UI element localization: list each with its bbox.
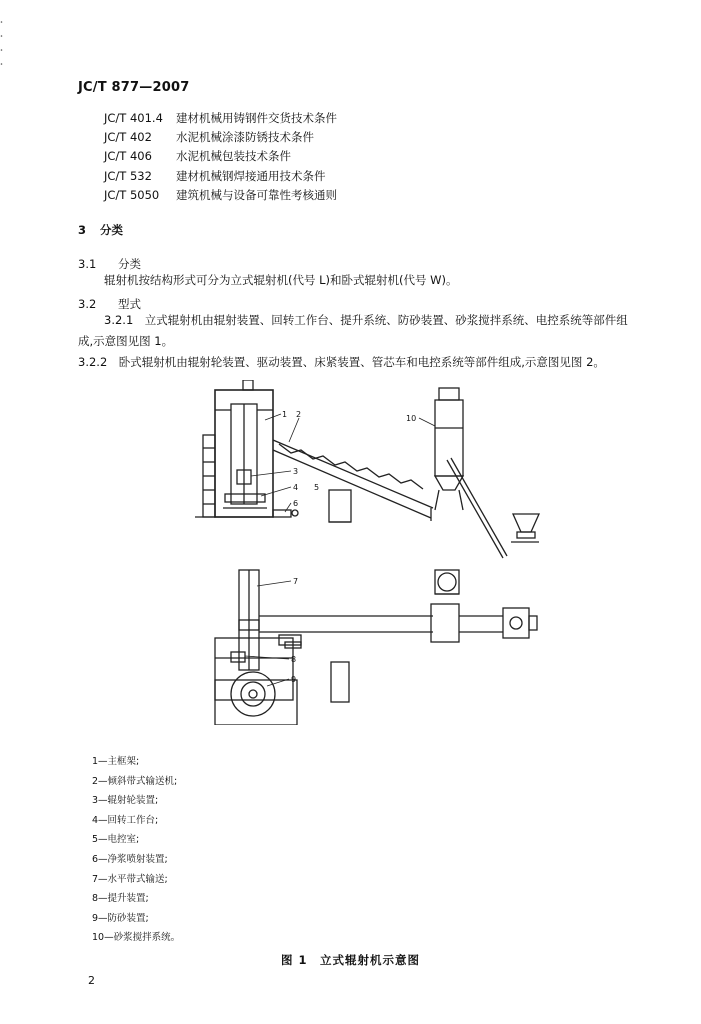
plan-view bbox=[215, 570, 537, 725]
reference-list bbox=[104, 110, 337, 206]
reference-code: JC/T 532 bbox=[104, 168, 152, 183]
standard-header: JC/T 877—2007 bbox=[78, 80, 190, 95]
legend-item: 5—电控室; bbox=[92, 834, 140, 846]
figure-legend bbox=[92, 753, 180, 949]
sand-guard-wheel bbox=[231, 672, 275, 716]
callout-9: 9 bbox=[291, 675, 297, 684]
sand-guard-frame bbox=[215, 680, 297, 725]
legend-item: 7—水平带式输送; bbox=[92, 873, 168, 885]
section-number: 3.2 bbox=[78, 297, 97, 311]
section-number: 3 bbox=[78, 223, 87, 237]
section-3-2-1-text: 3.2.1 立式辊射机由辊射装置、回转工作台、提升系统、防砂装置、砂浆搅拌系统、电控系统等部件组成,示意图见图 1。 bbox=[78, 313, 628, 348]
reference-title: 水泥机械包装技术条件 bbox=[176, 149, 291, 164]
figure-caption: 图 1 立式辊射机示意图 bbox=[280, 953, 420, 967]
lift-device-plan bbox=[231, 652, 245, 662]
reference-item bbox=[104, 148, 337, 167]
drive-unit bbox=[431, 604, 459, 642]
reference-code: JC/T 402 bbox=[104, 130, 152, 145]
section-title: 分类 bbox=[118, 257, 141, 271]
reference-code: JC/T 401.4 bbox=[104, 111, 163, 125]
section-3-2-2-text: 3.2.2 卧式辊射机由辊射轮装置、驱动装置、床紧装置、管芯车和电控系统等部件组成,示意图见图 2。 bbox=[78, 355, 605, 369]
section-3-1-text: 辊射机按结构形式可分为立式辊射机(代号 L)和卧式辊射机(代号 W)。 bbox=[104, 273, 458, 287]
feed-hopper bbox=[513, 514, 539, 532]
callout-6: 6 bbox=[293, 499, 299, 508]
reference-title: 建材机械用铸钢件交货技术条件 bbox=[176, 111, 337, 125]
spray-device bbox=[273, 510, 291, 517]
legend-item: 9—防砂装置; bbox=[92, 912, 149, 924]
callout-7: 7 bbox=[293, 577, 299, 586]
reference-code: JC/T 5050 bbox=[104, 187, 160, 202]
callout-5: 5 bbox=[314, 483, 320, 492]
section-3-heading bbox=[78, 222, 123, 238]
figure-1-diagram bbox=[195, 380, 555, 725]
elevation-view bbox=[195, 380, 539, 558]
legend-item: 1—主框架; bbox=[92, 756, 140, 767]
callout-2: 2 bbox=[296, 410, 302, 419]
section-title: 分类 bbox=[100, 223, 123, 237]
callout-3: 3 bbox=[293, 467, 299, 476]
callout-8: 8 bbox=[291, 655, 297, 664]
callout-4: 4 bbox=[293, 483, 299, 492]
motor-unit bbox=[503, 608, 529, 638]
legend-item: 2—倾斜带式输送机; bbox=[92, 775, 178, 787]
reference-title: 建材机械钢焊接通用技术条件 bbox=[176, 168, 326, 183]
reference-title: 建筑机械与设备可靠性考核通则 bbox=[176, 187, 337, 202]
reference-item bbox=[104, 129, 337, 148]
section-number: 3.1 bbox=[78, 257, 97, 271]
legend-item: 4—回转工作台; bbox=[92, 814, 159, 826]
reference-item bbox=[104, 168, 337, 187]
section-title: 型式 bbox=[118, 297, 141, 311]
reference-title: 水泥机械涂漆防锈技术条件 bbox=[176, 130, 314, 145]
scan-margin-marks bbox=[0, 0, 4, 80]
callout-10: 10 bbox=[406, 414, 417, 423]
reference-item bbox=[104, 187, 337, 206]
page-number: 2 bbox=[88, 974, 95, 987]
legend-item: 8—提升装置; bbox=[92, 893, 149, 905]
reference-item bbox=[104, 110, 337, 129]
legend-item: 3—辊射轮装置; bbox=[92, 795, 159, 807]
feed-belt bbox=[447, 460, 503, 558]
legend-item: 10—砂浆搅拌系统。 bbox=[92, 932, 181, 944]
reference-code: JC/T 406 bbox=[104, 149, 152, 164]
callout-1: 1 bbox=[282, 410, 288, 419]
control-room-plan bbox=[331, 662, 349, 702]
legend-item: 6—净浆喷射装置; bbox=[92, 853, 168, 865]
control-room bbox=[329, 490, 351, 522]
